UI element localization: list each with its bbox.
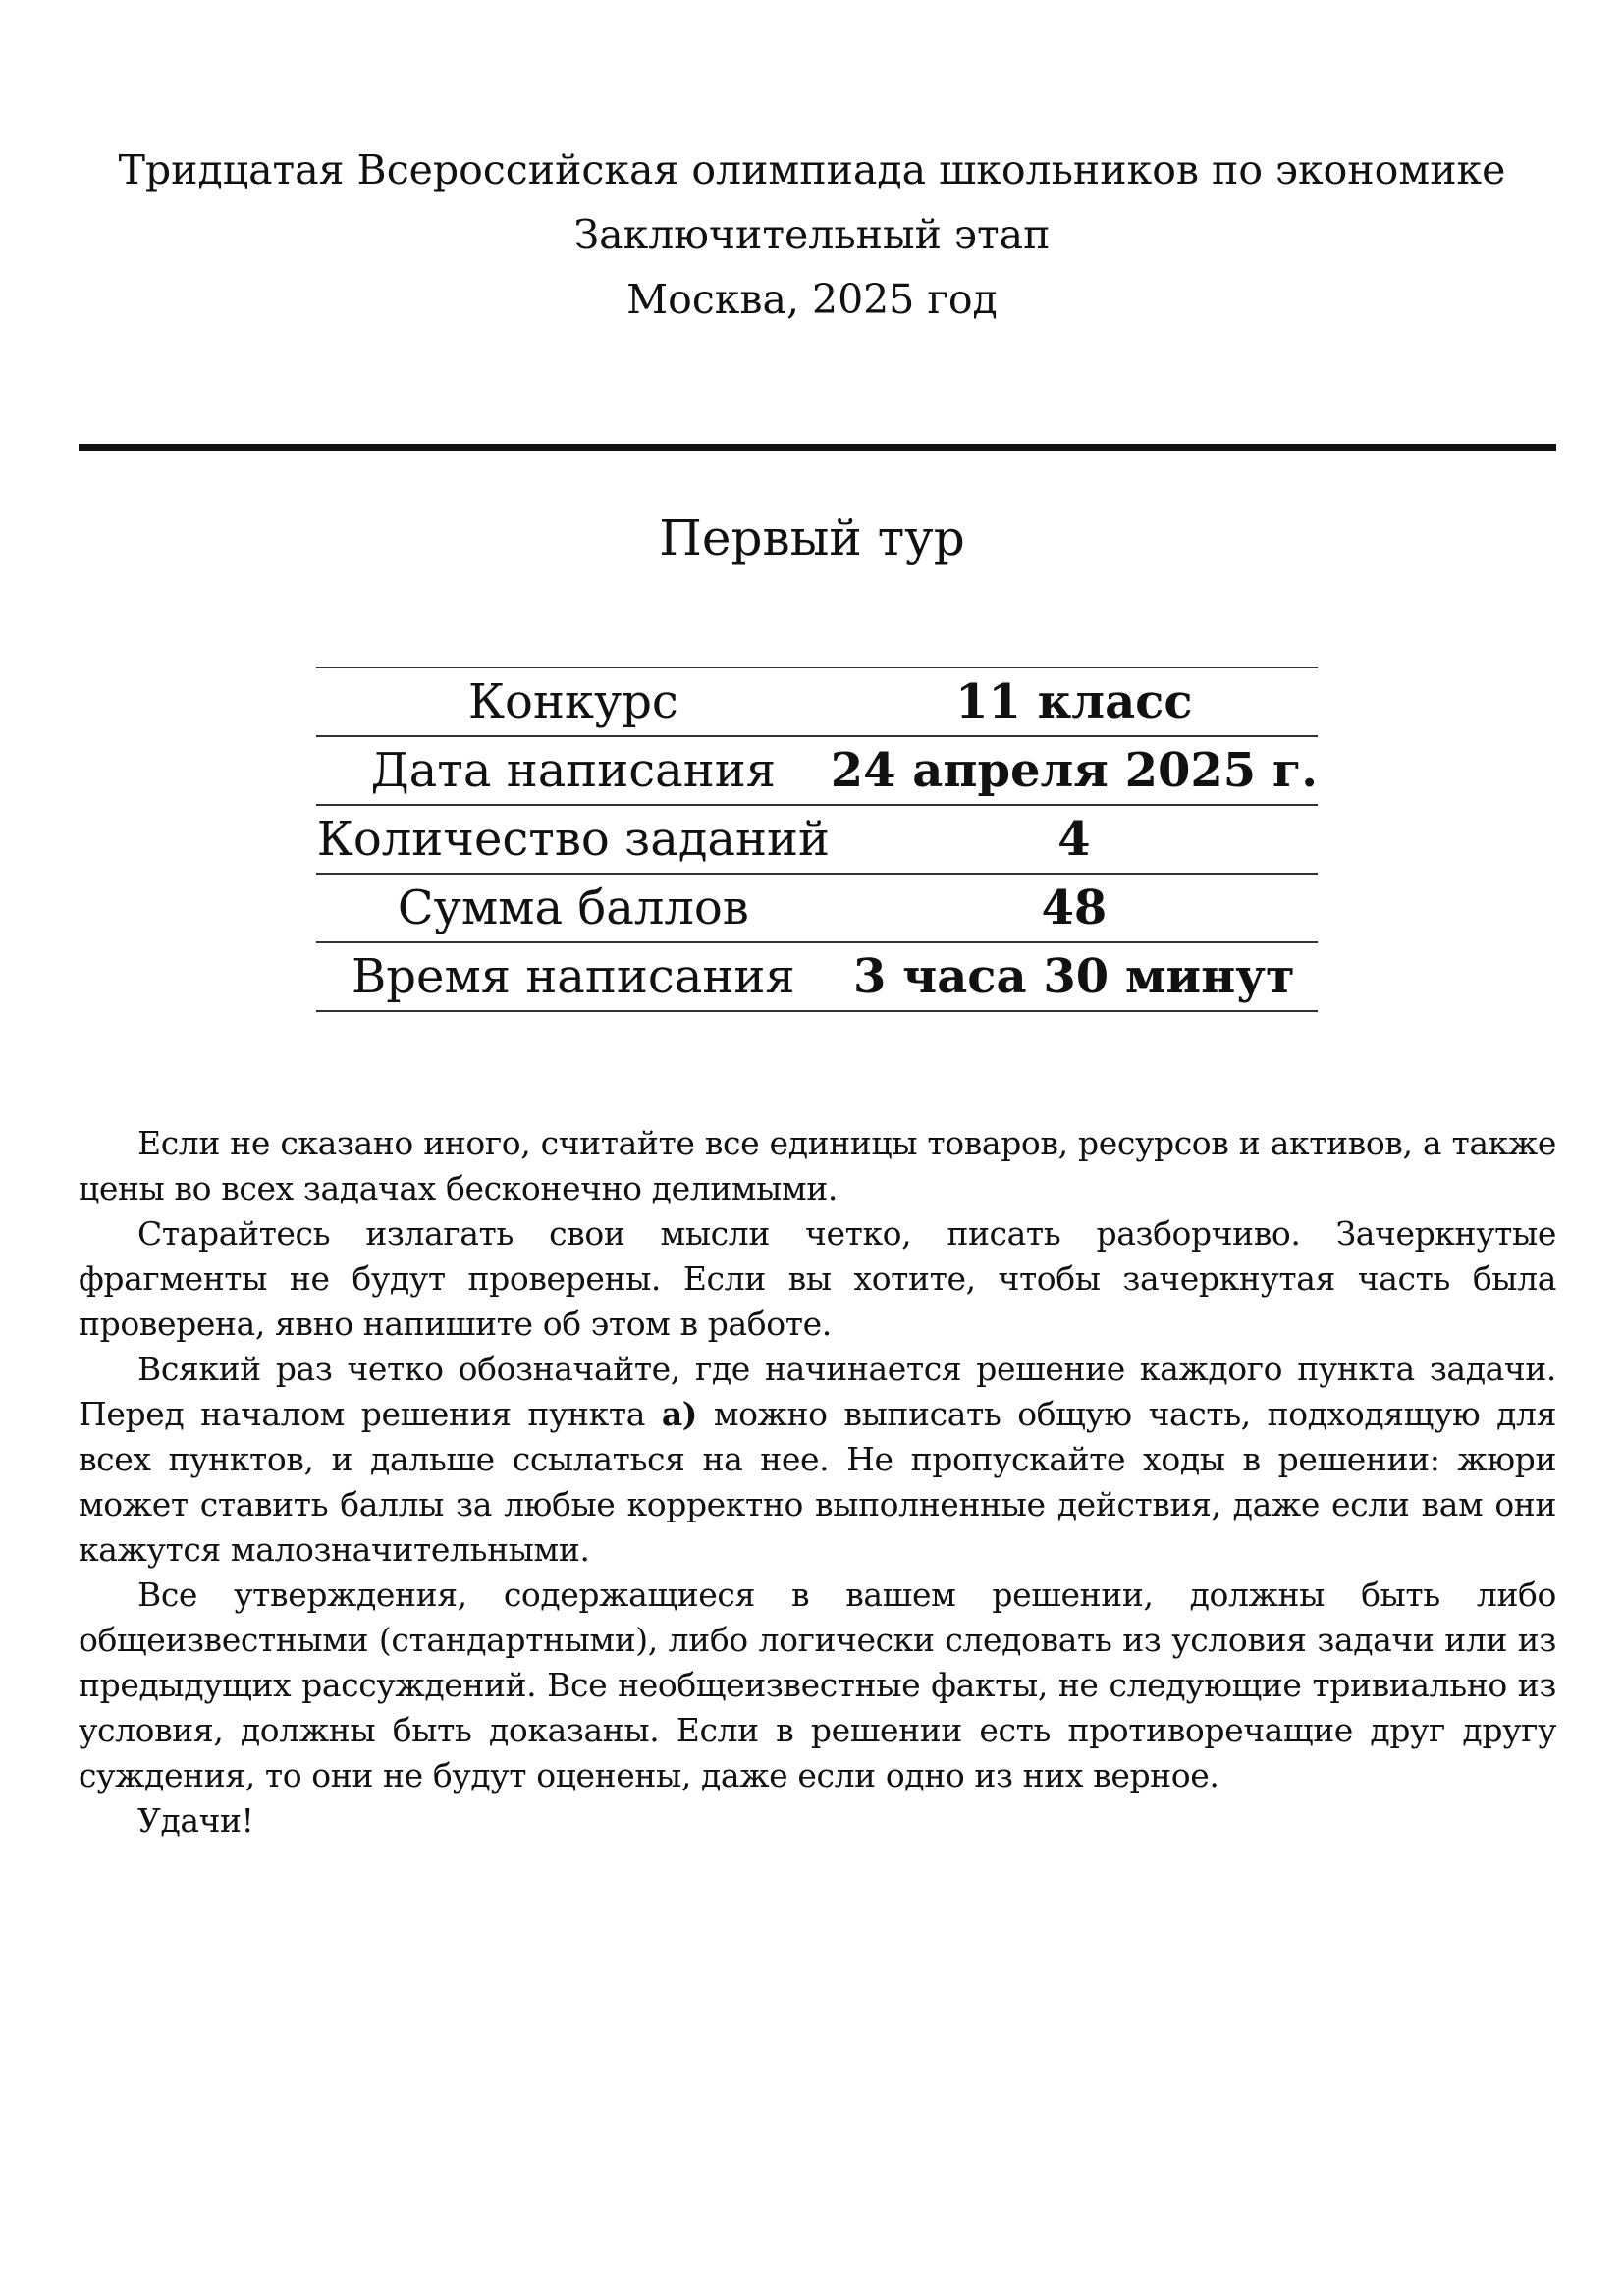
header-divider [79,444,1556,451]
row-value: 3 часа 30 минут [852,949,1295,1004]
table-row [316,736,1318,805]
instruction-paragraph [79,1347,1556,1573]
item-marker: а) [661,1395,698,1433]
instruction-paragraph: Старайтесь излагать свои мысли четко, писать разборчиво. Зачеркнутые фрагменты не будут проверены. Если вы хотите, чтобы зачеркнутая часть была проверена, явно напишите об этом в работе. [79,1214,1556,1343]
paragraph-text: можно выписать общую часть, подходящую для всех пунктов, и дальше ссылаться на нее. Не пропускайте ходы в решении: жюри может ставить баллы за любые корректно выполненные действия, даже если вам они кажутся малозначительными. [79,1395,1556,1569]
olympiad-title: Тридцатая Всероссийская олимпиада школьников по экономике [118,146,1506,193]
table-row [316,874,1318,942]
paragraph-text: Всякий раз четко обозначайте, где начинается решение каждого пункта задачи. Перед началом решения пункта [79,1350,1556,1433]
row-label: Дата написания [370,743,777,798]
instruction-paragraph: Все утверждения, содержащиеся в вашем решении, должны быть либо общеизвестными (стандартными), либо логически следовать из условия задачи или из предыдущих рассуждений. Все необщеизвестные факты, не следующие тривиально из условия, должны быть доказаны. Если в решении есть противоречащие друг другу суждения, то они не будут оценены, даже если одно из них верное. [79,1575,1556,1794]
table-row [316,805,1318,874]
row-label: Сумма баллов [397,881,749,935]
row-label: Количество заданий [316,812,830,867]
row-value: 4 [1057,812,1091,867]
row-value: 24 апреля 2025 г. [830,743,1318,798]
location-year: Москва, 2025 год [626,276,998,323]
row-value: 11 класс [955,674,1193,729]
table-row [316,942,1318,1011]
round-title: Первый тур [659,509,965,566]
row-label: Время написания [352,949,795,1004]
instructions [79,1121,1556,1843]
row-value: 48 [1041,881,1108,935]
exam-info-table [316,667,1318,1012]
row-label: Конкурс [467,674,678,729]
stage-title: Заключительный этап [573,211,1051,258]
table-row [316,667,1318,736]
closing-wish: Удачи! [137,1801,254,1840]
instruction-paragraph: Если не сказано иного, считайте все единицы товаров, ресурсов и активов, а также цены во всех задачах бесконечно делимыми. [79,1124,1556,1207]
document-header [79,137,1545,332]
